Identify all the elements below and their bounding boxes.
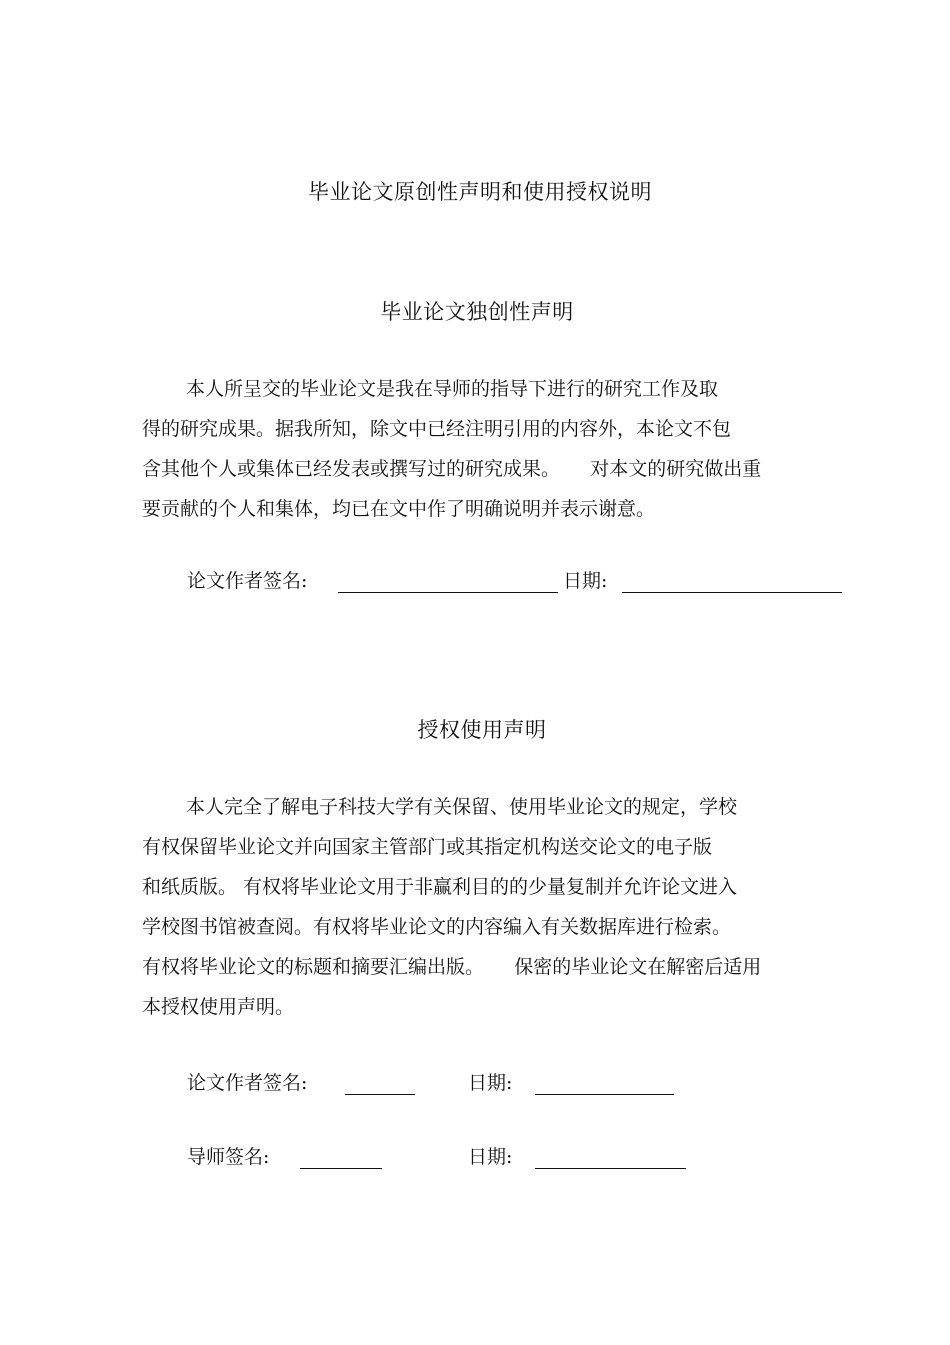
authorization-author-date-field[interactable] [535,1094,674,1095]
originality-paragraph [142,369,862,529]
originality-author-sign-label: 论文作者签名: [187,570,308,592]
paragraph-line: 学校图书馆被查阅。有权将毕业论文的内容编入有关数据库进行检索。 [142,916,732,938]
authorization-author-sign-label: 论文作者签名: [187,1072,308,1094]
paragraph-line: 和纸质版。 有权将毕业论文用于非赢利目的的少量复制并允许论文进入 [142,876,738,898]
paragraph-line: 要贡献的个人和集体，均已在文中作了明确说明并表示谢意。 [142,498,656,520]
originality-author-sign-field[interactable] [338,592,558,593]
originality-heading: 毕业论文独创性声明 [380,300,574,324]
originality-date-field[interactable] [622,592,842,593]
document-title: 毕业论文原创性声明和使用授权说明 [308,180,652,204]
authorization-author-date-label: 日期: [468,1072,513,1094]
paragraph-line: 本人完全了解电子科技大学有关保留、使用毕业论文的规定，学校 [186,796,738,818]
advisor-sign-label: 导师签名: [187,1146,270,1168]
advisor-date-label: 日期: [468,1146,513,1168]
originality-date-label: 日期: [563,570,608,592]
advisor-date-field[interactable] [535,1168,686,1169]
advisor-sign-field[interactable] [300,1168,382,1169]
authorization-paragraph [142,787,862,1027]
paragraph-line: 有权保留毕业论文并向国家主管部门或其指定机构送交论文的电子版 [142,836,713,858]
paragraph-line: 本授权使用声明。 [142,996,295,1018]
authorization-heading: 授权使用声明 [417,718,547,742]
paragraph-line: 本人所呈交的毕业论文是我在导师的指导下进行的研究工作及取 [186,378,719,400]
paragraph-line: 含其他个人或集体已经发表或撰写过的研究成果。 对本文的研究做出重 [142,458,762,480]
authorization-author-sign-field[interactable] [345,1094,415,1095]
paragraph-line: 有权将毕业论文的标题和摘要汇编出版。 保密的毕业论文在解密后适用 [142,956,762,978]
paragraph-line: 得的研究成果。据我所知，除文中已经注明引用的内容外，本论文不包 [142,418,732,440]
